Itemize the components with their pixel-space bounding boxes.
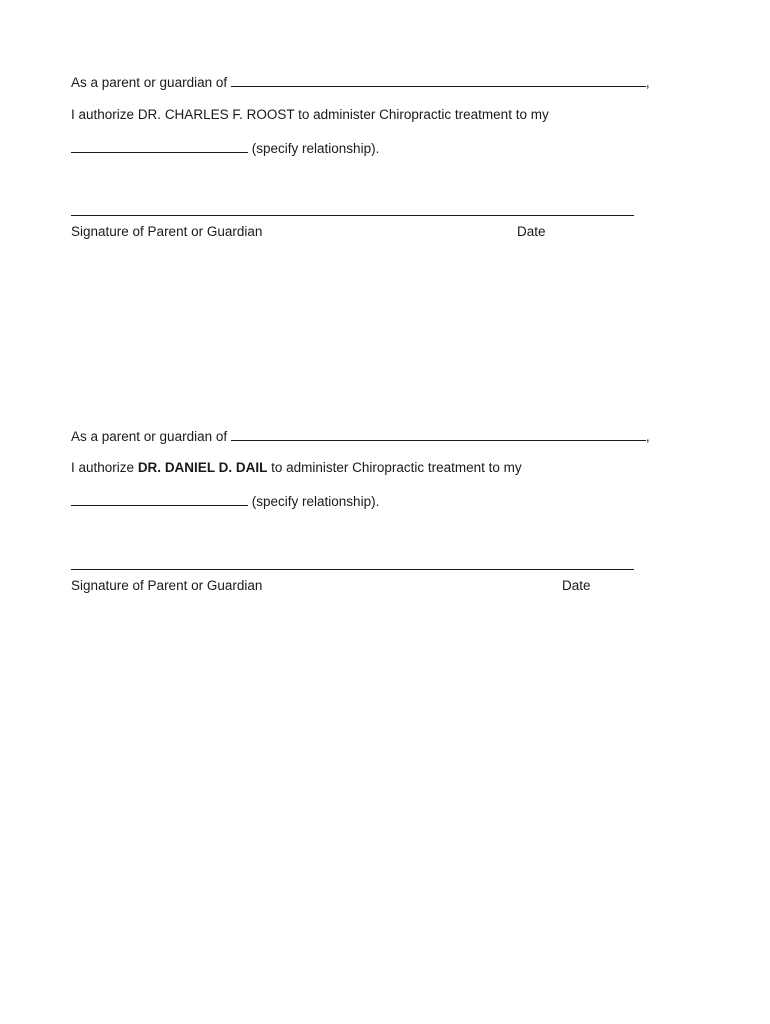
authorization-line <box>71 460 522 476</box>
guardian-prefix: As a parent or guardian of <box>71 429 228 444</box>
relationship-suffix: (specify relationship). <box>251 494 380 509</box>
authorize-prefix: I authorize <box>71 460 135 475</box>
signature-blank[interactable] <box>71 203 634 216</box>
relationship-blank[interactable] <box>71 493 248 506</box>
doctor-name: DR. CHARLES F. ROOST <box>137 107 295 122</box>
signature-label: Signature of Parent or Guardian <box>71 578 263 593</box>
child-name-blank[interactable] <box>231 428 646 441</box>
guardian-line <box>71 428 650 445</box>
signature-blank[interactable] <box>71 557 634 570</box>
authorize-prefix: I authorize <box>71 107 135 122</box>
doctor-name: DR. DANIEL D. DAIL <box>137 460 268 475</box>
guardian-suffix: , <box>645 75 650 90</box>
authorization-line <box>71 107 549 123</box>
relationship-suffix: (specify relationship). <box>251 141 380 156</box>
guardian-suffix: , <box>645 429 650 444</box>
relationship-line <box>71 140 379 157</box>
signature-line <box>71 557 634 574</box>
signature-label: Signature of Parent or Guardian <box>71 224 263 239</box>
date-label: Date <box>517 224 546 239</box>
child-name-blank[interactable] <box>231 74 646 87</box>
authorize-suffix: to administer Chiropractic treatment to my <box>271 460 522 475</box>
relationship-line <box>71 493 379 510</box>
signature-line <box>71 203 634 220</box>
guardian-prefix: As a parent or guardian of <box>71 75 228 90</box>
guardian-line <box>71 74 650 91</box>
date-label: Date <box>562 578 591 593</box>
relationship-blank[interactable] <box>71 140 248 153</box>
authorize-suffix: to administer Chiropractic treatment to my <box>298 107 549 122</box>
